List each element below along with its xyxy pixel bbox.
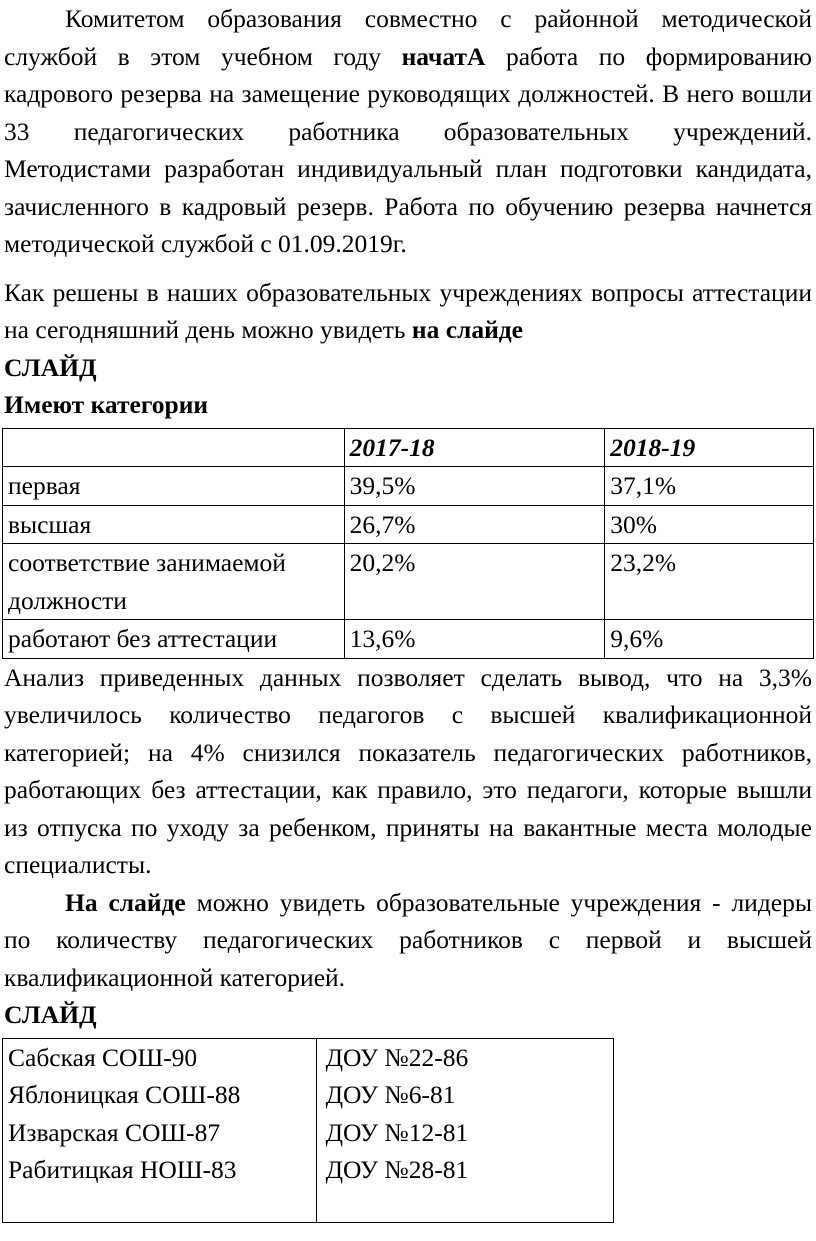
categories-table [2, 428, 814, 659]
value-cell: 20,2% [344, 544, 605, 620]
table-header-cell: 2017-18 [344, 428, 605, 467]
list-item: Рабитицкая НОШ-83 [8, 1155, 237, 1184]
list-item: Сабская СОШ-90 [8, 1042, 198, 1072]
category-label: первая [3, 467, 345, 506]
list-item: Изварская СОШ-87 [8, 1117, 221, 1147]
bold-text: на слайде [411, 315, 523, 344]
paragraph-attestation [4, 274, 812, 349]
value-cell: 37,1% [605, 467, 814, 506]
category-label: работают без аттестации [3, 620, 345, 659]
table-row [3, 544, 814, 620]
table-header-cell: 2018-19 [605, 428, 814, 467]
value-cell: 30% [605, 505, 814, 544]
categories-heading: Имеют категории [4, 390, 209, 419]
kindergartens-cell [316, 1038, 613, 1222]
paragraph-personnel-reserve [4, 0, 812, 263]
list-item: ДОУ №22-86 [325, 1042, 469, 1072]
list-item: ДОУ №12-81 [325, 1117, 469, 1147]
table-row [3, 467, 814, 506]
table-row [3, 505, 814, 544]
value-cell: 39,5% [344, 467, 605, 506]
slide-label: СЛАЙД [4, 352, 97, 382]
document-page [4, 0, 812, 1223]
paragraph-analysis: Анализ приведенных данных позволяет сделать вывод, что на 3,3% увеличилось количество педагогов с высшей квалификационной категорией; на 4% снизился показатель педагогических работников, работающих без аттестации, как правило, это педагоги, которые вышли из отпуска по уходу за ребенком, приняты на вакантные места молодые специалисты. [4, 662, 812, 879]
leaders-table [2, 1038, 614, 1223]
paragraph-text: Комитетом образования совместно с районной методической службой в этом учебном году [4, 4, 812, 71]
value-cell: 26,7% [344, 505, 605, 544]
table-row [3, 620, 814, 659]
paragraph-text: Как решены в наших образовательных учреждениях вопросы аттестации на сегодняшний день можно увидеть [4, 277, 812, 344]
table-header-row [3, 428, 814, 467]
list-item: ДОУ №28-81 [325, 1155, 469, 1184]
paragraph-leaders [4, 884, 812, 997]
category-label: высшая [3, 505, 345, 544]
table-header-cell [3, 428, 345, 467]
paragraph-text: можно увидеть образовательные учреждения - лидеры по количеству педагогических работников с первой и высшей квалификационной категорией. [4, 887, 813, 992]
value-cell: 9,6% [605, 620, 814, 659]
category-label: соответствие занимаемой должности [3, 544, 345, 620]
value-cell: 23,2% [605, 544, 814, 620]
value-cell: 13,6% [344, 620, 605, 659]
slide-label: СЛАЙД [4, 1000, 97, 1029]
list-item: Яблоницкая СОШ-88 [8, 1080, 241, 1109]
table-row [3, 1038, 614, 1222]
bold-text: начатА [401, 41, 486, 71]
paragraph-text: работа по формированию кадрового резерва на замещение руководящих должностей. В него вошли 33 педагогических работника образовательных учреждений. Методистами разработан индивидуальный план подготовки кандидата, зачисленного в кадровый резерв. Работа по обучению резерва начнется методической службой с 01.09.2019г. [4, 41, 812, 258]
schools-cell [3, 1038, 317, 1222]
list-item: ДОУ №6-81 [325, 1080, 456, 1109]
bold-text: На слайде [65, 887, 186, 917]
